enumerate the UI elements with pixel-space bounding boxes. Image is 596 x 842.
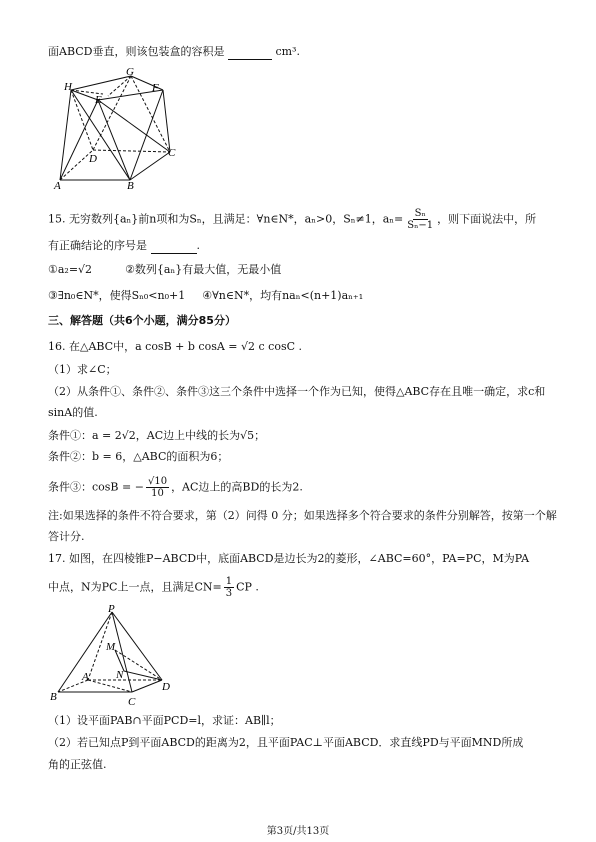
q14-tail-text: 面ABCD垂直，则该包装盒的容积是 xyxy=(48,45,225,58)
figure-box-solid xyxy=(48,64,188,194)
label-D: D xyxy=(162,681,170,693)
q15-option-3: ③∃n₀∈N*，使得Sₙ₀<n₀+1 xyxy=(48,289,186,302)
label-H: H xyxy=(64,81,72,93)
cond3-fraction xyxy=(146,476,169,499)
q15-frac-num: Sₙ xyxy=(414,208,426,219)
q16-part2: （2）从条件①、条件②、条件③这三个条件中选择一个作为已知，使得△ABC存在且唯一确定，求c和 xyxy=(48,385,546,398)
edge-FC xyxy=(163,90,170,152)
cond3-den: 10 xyxy=(151,488,164,499)
q17-part2: （2）若已知点P到平面ABCD的距离为2，且平面PAC⊥平面ABCD．求直线PD与平面MND所成 xyxy=(48,736,524,749)
label-A: A xyxy=(54,180,61,192)
q15-prompt: 有正确结论的序号是 xyxy=(48,239,147,252)
edge-HG xyxy=(71,76,131,90)
answer-blank xyxy=(228,59,272,60)
unit: cm³ xyxy=(275,45,297,58)
edge-HE xyxy=(71,90,98,100)
edge-GD xyxy=(93,76,131,150)
edge-DC xyxy=(93,150,170,152)
q16-note: 注:如果选择的条件不符合要求，第（2）问得 0 分；如果选择多个符合要求的条件分别解答，按第一个解 xyxy=(48,509,557,522)
edge-GC xyxy=(131,76,170,152)
answer-blank xyxy=(151,253,197,254)
label-C: C xyxy=(128,696,136,708)
q16-part2-cont: sinA的值. xyxy=(48,406,98,419)
label-G: G xyxy=(126,66,134,78)
label-N: N xyxy=(116,669,124,681)
q15-line1 xyxy=(48,208,536,231)
q16-condition-2: 条件②：b = 6，△ABC的面积为6； xyxy=(48,450,229,463)
q15-stem: 15. 无穷数列{aₙ}前n项和为Sₙ，且满足：∀n∈N*，aₙ>0，Sₙ≠1，aₙ= xyxy=(48,212,404,226)
edge-AC xyxy=(88,680,132,692)
q17-stem-cont xyxy=(48,576,259,599)
edge-BC xyxy=(130,152,170,180)
q15-line2: 有正确结论的序号是 . xyxy=(48,239,200,252)
label-A: A xyxy=(82,671,89,683)
figure-pyramid xyxy=(48,604,178,708)
edge-EA xyxy=(60,100,98,180)
label-E: E xyxy=(95,94,102,106)
q15-frac-den: Sₙ−1 xyxy=(407,220,434,231)
q14-tail-line: 面ABCD垂直，则该包装盒的容积是 cm³. xyxy=(48,45,300,58)
cond3-start: 条件③：cosB = − xyxy=(48,480,144,494)
section-heading: 三、解答题（共6个小题，满分85分） xyxy=(48,314,236,327)
cond3-end: ，AC边上的高BD的长为2. xyxy=(171,480,303,494)
cond3-num: √10 xyxy=(147,476,168,487)
q17-text: 中点，N为PC上一点，且满足CN= xyxy=(48,580,222,594)
q15-stem-end: ，则下面说法中，所 xyxy=(437,212,537,226)
q17-part1: （1）设平面PAB∩平面PCD=l，求证：AB∥l； xyxy=(48,714,281,727)
q16-part1: （1）求∠C； xyxy=(48,363,117,376)
q17-text-end: CP . xyxy=(236,580,259,594)
q17-part2-cont: 角的正弦值. xyxy=(48,758,107,771)
edge-CD xyxy=(132,680,162,692)
q15-fraction xyxy=(405,208,435,231)
label-B: B xyxy=(50,691,57,703)
q16-note-cont: 答计分. xyxy=(48,530,85,543)
edge-HA xyxy=(60,90,71,180)
label-C: C xyxy=(168,147,176,159)
label-M: M xyxy=(106,641,116,653)
q17-frac-num: 1 xyxy=(225,576,233,587)
q16-condition-3 xyxy=(48,476,303,499)
q17-stem: 17. 如图，在四棱锥P−ABCD中，底面ABCD是边长为2的菱形，∠ABC=60°，PA=PC，M为PA xyxy=(48,552,530,565)
label-D: D xyxy=(89,153,97,165)
q16-stem: 16. 在△ABC中，a cosB + b cosA = √2 c cosC . xyxy=(48,340,302,353)
q15-option-4: ④∀n∈N*，均有naₙ<(n+1)aₙ₊₁ xyxy=(202,289,364,302)
q15-option-2: ②数列{aₙ}有最大值，无最小值 xyxy=(125,263,282,276)
q17-frac-den: 3 xyxy=(225,588,233,599)
label-F: F xyxy=(152,82,159,94)
page-footer: 第3页/共13页 xyxy=(266,826,330,837)
q15-options-row1 xyxy=(48,262,281,278)
q17-fraction xyxy=(224,576,234,599)
label-P: P xyxy=(108,604,115,615)
q15-options-row2 xyxy=(48,288,363,304)
q15-option-1: ①a₂=√2 xyxy=(48,263,93,276)
edge-HD xyxy=(71,90,93,150)
label-B: B xyxy=(127,180,134,192)
q16-condition-1: 条件①：a = 2√2，AC边上中线的长为√5； xyxy=(48,429,266,442)
